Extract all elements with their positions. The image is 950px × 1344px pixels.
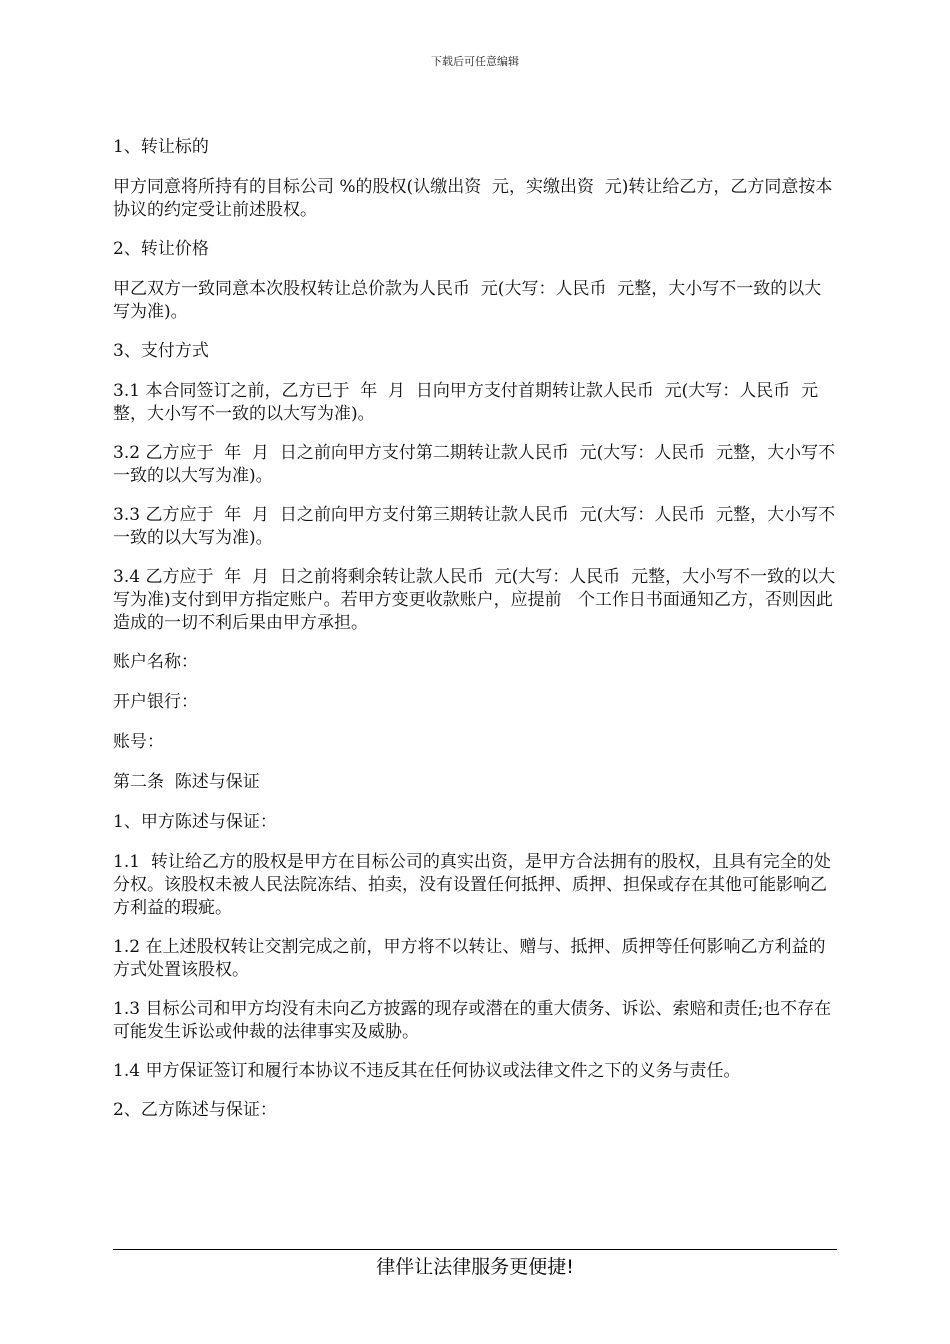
paragraph-party-a-warranties-heading: 1、甲方陈述与保证： <box>113 812 277 832</box>
paragraph-payment-3-4: 3.4 乙方应于 年 月 日之前将剩余转让款人民币 元(大写：人民币 元整，大小写不一致的以大写为准)支付到甲方指定账户。若甲方变更收款账户，应提前 个工作日书面通知乙方，否则因此造成的一切不利后果由甲方承担。 <box>113 567 836 633</box>
paragraph-transfer-price: 甲乙双方一致同意本次股权转让总价款为人民币 元(大写：人民币 元整，大小写不一致的以大写为准)。 <box>113 279 822 322</box>
paragraph-account-number: 账号： <box>113 732 164 752</box>
paragraph-warranty-1-4: 1.4 甲方保证签订和履行本协议不违反其在任何协议或法律文件之下的义务与责任。 <box>113 1061 741 1081</box>
paragraph-payment-3-2: 3.2 乙方应于 年 月 日之前向甲方支付第二期转让款人民币 元(大写：人民币 元整，大小写不一致的以大写为准)。 <box>113 443 836 486</box>
paragraph-warranty-1-3: 1.3 目标公司和甲方均没有未向乙方披露的现存或潜在的重大债务、诉讼、索赔和责任;也不存在可能发生诉讼或仲裁的法律事实及威胁。 <box>113 999 832 1042</box>
paragraph-payment-method-heading: 3、支付方式 <box>113 341 209 361</box>
footer-divider <box>113 1249 837 1250</box>
paragraph-transfer-subject: 甲方同意将所持有的目标公司 %的股权(认缴出资 元，实缴出资 元)转让给乙方，乙方同意按本协议的约定受让前述股权。 <box>113 177 833 220</box>
paragraph-article-two-heading: 第二条 陈述与保证 <box>113 772 260 792</box>
paragraph-bank-name: 开户银行： <box>113 692 198 712</box>
paragraph-party-b-warranties-heading: 2、乙方陈述与保证： <box>113 1100 277 1120</box>
paragraph-warranty-1-1: 1.1 转让给乙方的股权是甲方在目标公司的真实出资，是甲方合法拥有的股权，且具有完全的处分权。该股权未被人民法院冻结、拍卖，没有设置任何抵押、质押、担保或存在其他可能影响乙方利益的瑕疵。 <box>113 852 831 918</box>
page-header-note: 下载后可任意编辑 <box>431 55 519 68</box>
paragraph-warranty-1-2: 1.2 在上述股权转让交割完成之前，甲方将不以转让、赠与、抵押、质押等任何影响乙方利益的方式处置该股权。 <box>113 937 826 980</box>
paragraph-transfer-price-heading: 2、转让价格 <box>113 239 209 259</box>
footer-slogan: 律伴让法律服务更便捷! <box>376 1256 574 1278</box>
paragraph-payment-3-3: 3.3 乙方应于 年 月 日之前向甲方支付第三期转让款人民币 元(大写：人民币 元整，大小写不一致的以大写为准)。 <box>113 505 836 548</box>
paragraph-transfer-subject-heading: 1、转让标的 <box>113 137 209 157</box>
paragraph-payment-3-1: 3.1 本合同签订之前，乙方已于 年 月 日向甲方支付首期转让款人民币 元(大写：人民币 元整，大小写不一致的以大写为准)。 <box>113 381 819 424</box>
document-body <box>113 136 837 1139</box>
paragraph-account-name: 账户名称： <box>113 652 198 672</box>
